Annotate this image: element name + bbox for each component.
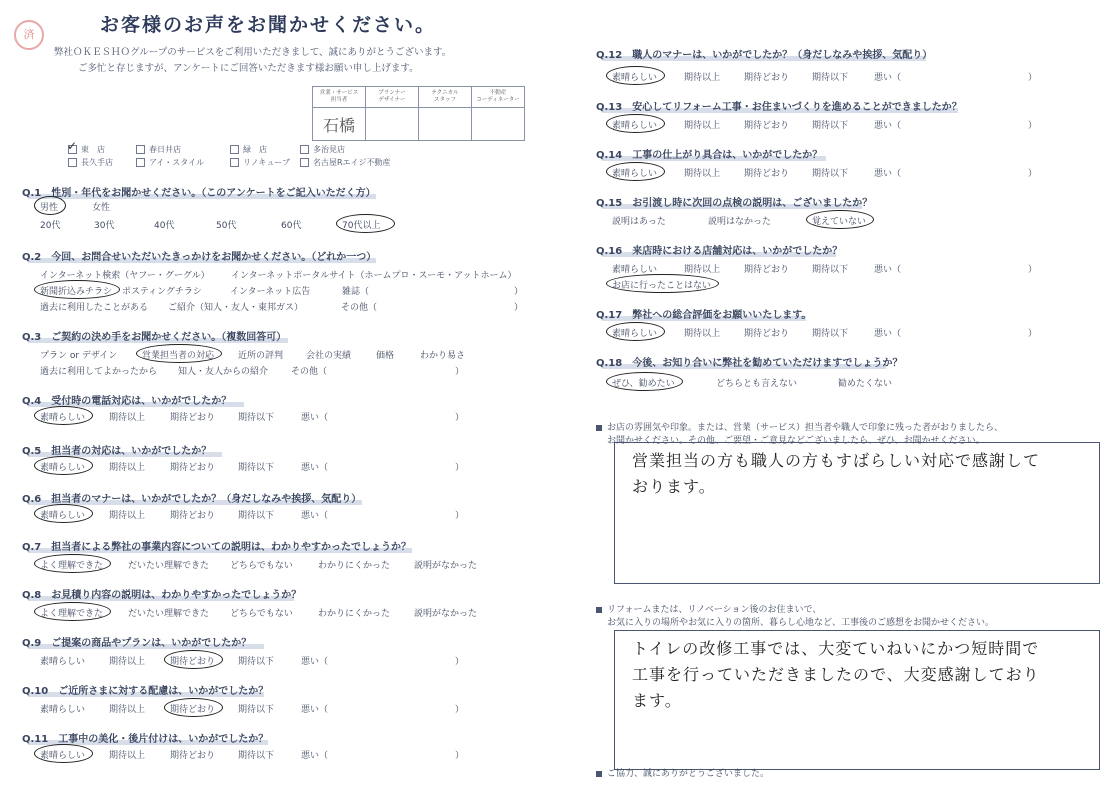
q16-option[interactable]: 悪い（ (874, 265, 902, 275)
reform-comment-handwriting: 工事を行っていただきましたので、大変感謝しており (632, 665, 1040, 684)
reform-comment-label: リフォームまたは、リノベーション後のお住まいで、 (596, 602, 821, 615)
q9-option[interactable]: ） (455, 657, 465, 667)
q10-option[interactable]: 期待どおり (170, 705, 216, 715)
selected-circle-mark (34, 504, 93, 523)
reform-comment-label-2: お気に入りの場所やお気に入りの箇所、暮らし心地など、工事後のご感想をお聞かせください。 (607, 618, 995, 628)
selected-circle-mark (606, 274, 719, 293)
staff-table (312, 86, 525, 141)
q10-option[interactable]: 期待以上 (109, 705, 146, 715)
q10-title: Q.10 ご近所さまに対する配慮は、いかがでしたか？ (22, 686, 269, 697)
store-label: 緑 店 (243, 145, 267, 154)
q9-option[interactable]: 期待どおり (170, 657, 216, 667)
q5-option[interactable]: 悪い（ (301, 463, 329, 473)
q16-option[interactable]: 期待以上 (684, 265, 721, 275)
q3-option[interactable]: ） (455, 367, 465, 377)
checkbox-icon[interactable] (136, 145, 145, 154)
q2-option[interactable]: ） (514, 287, 524, 297)
q7-option[interactable]: わかりにくかった (318, 561, 391, 571)
q13-option[interactable]: 期待どおり (744, 121, 790, 131)
q13-option[interactable]: 素晴らしい (612, 121, 658, 131)
q12-option[interactable]: 悪い（ (874, 73, 902, 83)
checkbox-icon[interactable] (300, 158, 309, 167)
q3-option[interactable]: 会社の実績 (306, 351, 352, 361)
q16-option[interactable]: お店に行ったことはない (612, 281, 712, 291)
q17-option[interactable]: ） (1028, 329, 1038, 339)
q13-option[interactable]: 悪い（ (874, 121, 902, 131)
q9-title: Q.9 ご提案の商品やプランは、いかがでしたか？ (22, 638, 252, 649)
selected-circle-mark (34, 456, 93, 475)
q10-option[interactable]: 素晴らしい (40, 705, 86, 715)
store-option[interactable] (68, 157, 113, 168)
q14-option[interactable]: 期待以下 (812, 169, 849, 179)
q11-option[interactable]: 期待どおり (170, 751, 216, 761)
q2-option[interactable]: 過去に利用したことがある (40, 303, 149, 313)
store-option[interactable] (136, 157, 204, 168)
q8-option[interactable]: 説明がなかった (414, 609, 478, 619)
checkbox-icon[interactable] (230, 145, 239, 154)
q1-title: Q.1 性別・年代をお聞かせください。（このアンケートをご記入いただく方） (22, 188, 376, 199)
q2-option[interactable]: その他（ (341, 303, 378, 313)
q14-option[interactable]: 期待以上 (684, 169, 721, 179)
q11-option[interactable]: 素晴らしい (40, 751, 86, 761)
selected-circle-mark (34, 280, 120, 299)
q11-option[interactable]: 期待以上 (109, 751, 146, 761)
q10-option[interactable]: 悪い（ (301, 705, 329, 715)
q16-option[interactable]: 期待どおり (744, 265, 790, 275)
q1-option[interactable]: 女性 (92, 203, 111, 213)
q5-option[interactable]: 期待以上 (109, 463, 146, 473)
q3-option[interactable]: わかり易さ (420, 351, 466, 361)
page-title: お客様のお声をお聞かせください。 (100, 14, 437, 36)
q12-option[interactable]: ） (1028, 73, 1038, 83)
selected-circle-mark (606, 322, 665, 341)
q15-title: Q.15 お引渡し時に次回の点検の説明は、ございましたか？ (596, 198, 873, 209)
q12-option[interactable]: 期待以上 (684, 73, 721, 83)
reform-comment-handwriting: ます。 (632, 691, 682, 710)
q1-option[interactable]: 40代 (154, 221, 175, 231)
q6-option[interactable]: 素晴らしい (40, 511, 86, 521)
q14-option[interactable]: 期待どおり (744, 169, 790, 179)
q6-option[interactable]: 期待どおり (170, 511, 216, 521)
selected-circle-mark (606, 66, 665, 85)
q2-option[interactable]: 雑誌（ (342, 287, 370, 297)
checkbox-icon[interactable] (68, 158, 77, 167)
checkbox-icon[interactable] (67, 139, 78, 154)
store-option[interactable] (300, 157, 391, 168)
q1-option[interactable]: 70代以上 (342, 221, 381, 231)
q7-option[interactable]: 説明がなかった (414, 561, 478, 571)
store-label: 長久手店 (81, 158, 113, 167)
q4-option[interactable]: 素晴らしい (40, 413, 86, 423)
q3-option[interactable]: その他（ (291, 367, 328, 377)
q2-option[interactable]: ） (514, 303, 524, 313)
selected-circle-mark (606, 114, 665, 133)
checkbox-icon[interactable] (300, 145, 309, 154)
intro-line-1: 弊社ＯＫＥＳＨＯグループのサービスをご利用いただきまして、誠にありがとうございます。 (54, 47, 452, 58)
q13-option[interactable]: 期待以下 (812, 121, 849, 131)
q5-option[interactable]: 素晴らしい (40, 463, 86, 473)
staff-value-1[interactable] (366, 108, 419, 141)
store-label: リノキューブ (243, 158, 290, 167)
selected-circle-mark (34, 196, 66, 215)
q12-option[interactable]: 期待どおり (744, 73, 790, 83)
q2-option[interactable]: ご紹介（知人・友人・東邦ガス） (168, 303, 304, 313)
received-stamp: 済 (14, 20, 44, 50)
store-option[interactable] (67, 139, 105, 155)
q9-option[interactable]: 悪い（ (301, 657, 329, 667)
selected-circle-mark (806, 210, 874, 229)
selected-circle-mark (164, 698, 223, 717)
q6-option[interactable]: 悪い（ (301, 511, 329, 521)
store-label: 名古屋Rエイジ不動産 (313, 158, 391, 167)
q18-option[interactable]: ぜひ、勧めたい (612, 379, 675, 389)
q17-title: Q.17 弊社への総合評価をお願いいたします。 (596, 310, 812, 321)
q8-title: Q.8 お見積り内容の説明は、わかりやすかったでしょうか？ (22, 590, 302, 601)
q5-option[interactable]: ） (455, 463, 465, 473)
q14-option[interactable]: 素晴らしい (612, 169, 658, 179)
q5-option[interactable]: 期待以下 (238, 463, 275, 473)
q4-option[interactable]: 悪い（ (301, 413, 329, 423)
reform-comment-handwriting: トイレの改修工事では、大変ていねいにかつ短時間で (632, 639, 1040, 658)
selected-circle-mark (336, 214, 395, 233)
q17-option[interactable]: 素晴らしい (612, 329, 658, 339)
q2-option[interactable]: インターネット検索（ヤフー・グーグル） (40, 271, 210, 281)
selected-circle-mark (164, 650, 223, 669)
staff-value-3[interactable] (472, 108, 525, 141)
selected-circle-mark (34, 406, 93, 425)
q13-option[interactable]: ） (1028, 121, 1038, 131)
q5-title: Q.5 担当者の対応は、いかがでしたか？ (22, 446, 212, 457)
q16-option[interactable]: 期待以下 (812, 265, 849, 275)
q1-option[interactable]: 60代 (281, 221, 302, 231)
q14-title: Q.14 工事の仕上がり具合は、いかがでしたか？ (596, 150, 823, 161)
q1-option[interactable]: 男性 (40, 203, 59, 213)
store-label: アイ・スタイル (149, 158, 205, 167)
q3-option[interactable]: 近所の評判 (238, 351, 284, 361)
staff-comment-handwriting: おります。 (632, 477, 716, 496)
store-label: 春日井店 (149, 145, 181, 154)
q1-option[interactable]: 30代 (94, 221, 115, 231)
q3-option[interactable]: 価格 (376, 351, 395, 361)
q11-option[interactable]: 期待以下 (238, 751, 275, 761)
q2-option[interactable]: ポスティングチラシ (122, 287, 202, 297)
checkbox-icon[interactable] (230, 158, 239, 167)
staff-header-3: 不動産 コーディネーター (472, 87, 525, 108)
staff-header-2: テクニカル スタッフ (419, 87, 472, 108)
q13-title: Q.13 安心してリフォーム工事・お住まいづくりを進めることができましたか？ (596, 102, 962, 113)
q3-option[interactable]: 営業担当者の対応 (142, 351, 215, 361)
selected-circle-mark (34, 744, 93, 763)
store-option[interactable] (230, 144, 267, 155)
store-option[interactable] (300, 144, 345, 155)
q4-option[interactable]: 期待以上 (109, 413, 146, 423)
q5-option[interactable]: 期待どおり (170, 463, 216, 473)
store-option[interactable] (230, 157, 290, 168)
footer-thanks: ご協力、誠にありがとうございました。 (596, 766, 769, 779)
q3-title: Q.3 ご契約の決め手をお聞かせください。（複数回答可） (22, 332, 287, 343)
q8-option[interactable]: だいたい理解できた (128, 609, 210, 619)
q9-option[interactable]: 素晴らしい (40, 657, 86, 667)
q8-option[interactable]: どちらでもない (230, 609, 293, 619)
q12-title: Q.12 職人のマナーは、いかがでしたか？（身だしなみや挨拶、気配り） (596, 50, 933, 61)
intro-line-2: ご多忙と存じますが、アンケートにご回答いただきます様お願い申し上げます。 (78, 63, 419, 74)
q12-option[interactable]: 期待以下 (812, 73, 849, 83)
q17-option[interactable]: 悪い（ (874, 329, 902, 339)
q4-option[interactable]: 期待以下 (238, 413, 275, 423)
q18-option[interactable]: どちらとも言えない (716, 379, 798, 389)
selected-circle-mark (606, 372, 683, 391)
staff-value-0[interactable]: 石橋 (313, 108, 366, 141)
q16-option[interactable]: ） (1028, 265, 1038, 275)
q4-title: Q.4 受付時の電話対応は、いかがでしたか？ (22, 396, 232, 407)
q11-option[interactable]: ） (455, 751, 465, 761)
q12-option[interactable]: 素晴らしい (612, 73, 658, 83)
store-label: 東 店 (81, 145, 105, 154)
q17-option[interactable]: 期待以上 (684, 329, 721, 339)
q2-title: Q.2 今回、お問合せいただいたきっかけをお聞かせください。（どれか一つ） (22, 252, 377, 263)
q11-option[interactable]: 悪い（ (301, 751, 329, 761)
store-option[interactable] (136, 144, 181, 155)
q2-option[interactable]: インターネット広告 (230, 287, 311, 297)
q6-title: Q.6 担当者のマナーは、いかがでしたか？（身だしなみや挨拶、気配り） (22, 494, 362, 505)
q10-option[interactable]: 期待以下 (238, 705, 275, 715)
q2-option[interactable]: 新聞折込みチラシ (40, 287, 113, 297)
q2-option[interactable]: インターネットポータルサイト（ホームプロ・スーモ・アットホーム） (231, 271, 517, 281)
q16-option[interactable]: 素晴らしい (612, 265, 658, 275)
q14-option[interactable]: 悪い（ (874, 169, 902, 179)
selected-circle-mark (34, 554, 111, 573)
store-label: 多治見店 (313, 145, 345, 154)
q7-option[interactable]: よく理解できた (40, 561, 104, 571)
q8-option[interactable]: わかりにくかった (318, 609, 391, 619)
q7-option[interactable]: どちらでもない (230, 561, 293, 571)
staff-comment-handwriting: 営業担当の方も職人の方もすばらしい対応で感謝して (632, 451, 1041, 470)
q1-option[interactable]: 50代 (216, 221, 237, 231)
q8-option[interactable]: よく理解できた (40, 609, 104, 619)
q17-option[interactable]: 期待どおり (744, 329, 790, 339)
q9-option[interactable]: 期待以上 (109, 657, 146, 667)
staff-comment-label: お店の雰囲気や印象。または、営業（サービス）担当者や職人で印象に残った者がおりましたら、 (596, 420, 1003, 433)
q14-option[interactable]: ） (1028, 169, 1038, 179)
q18-title: Q.18 今後、お知り合いに弊社を勧めていただけますでしょうか？ (596, 358, 903, 369)
staff-header-1: プランナー デザイナー (366, 87, 419, 108)
q3-option[interactable]: 知人・友人からの紹介 (178, 367, 269, 377)
q11-title: Q.11 工事中の美化・後片付けは、いかがでしたか？ (22, 734, 269, 745)
q7-title: Q.7 担当者による弊社の事業内容についての説明は、わかりやすかったでしょうか？ (22, 542, 412, 553)
q6-option[interactable]: ） (455, 511, 465, 521)
q17-option[interactable]: 期待以下 (812, 329, 849, 339)
q3-option[interactable]: 過去に利用してよかったから (40, 367, 158, 377)
q15-option[interactable]: 説明はあった (612, 217, 666, 227)
check-mark-icon: ✓ (67, 139, 78, 153)
q18-option[interactable]: 勧めたくない (838, 379, 893, 389)
q1-option[interactable]: 20代 (40, 221, 61, 231)
q3-option[interactable]: プラン or デザイン (40, 351, 118, 361)
q15-option[interactable]: 覚えていない (812, 217, 867, 227)
q16-title: Q.16 来店時における店舗対応は、いかがでしたか？ (596, 246, 843, 257)
q7-option[interactable]: だいたい理解できた (128, 561, 210, 571)
selected-circle-mark (606, 162, 665, 181)
q6-option[interactable]: 期待以上 (109, 511, 146, 521)
q6-option[interactable]: 期待以下 (238, 511, 275, 521)
q9-option[interactable]: 期待以下 (238, 657, 275, 667)
q10-option[interactable]: ） (455, 705, 465, 715)
staff-header-0: 営業・サービス 担当者 (313, 87, 366, 108)
q15-option[interactable]: 説明はなかった (708, 217, 772, 227)
staff-value-2[interactable] (419, 108, 472, 141)
q4-option[interactable]: 期待どおり (170, 413, 216, 423)
checkbox-icon[interactable] (136, 158, 145, 167)
q13-option[interactable]: 期待以上 (684, 121, 721, 131)
staff-comment-label-2: お聞かせください。その他、ご要望・ご意見などございましたら、ぜひ、お聞かせください。 (607, 436, 985, 446)
q4-option[interactable]: ） (455, 413, 465, 423)
selected-circle-mark (136, 344, 222, 363)
selected-circle-mark (34, 602, 111, 621)
